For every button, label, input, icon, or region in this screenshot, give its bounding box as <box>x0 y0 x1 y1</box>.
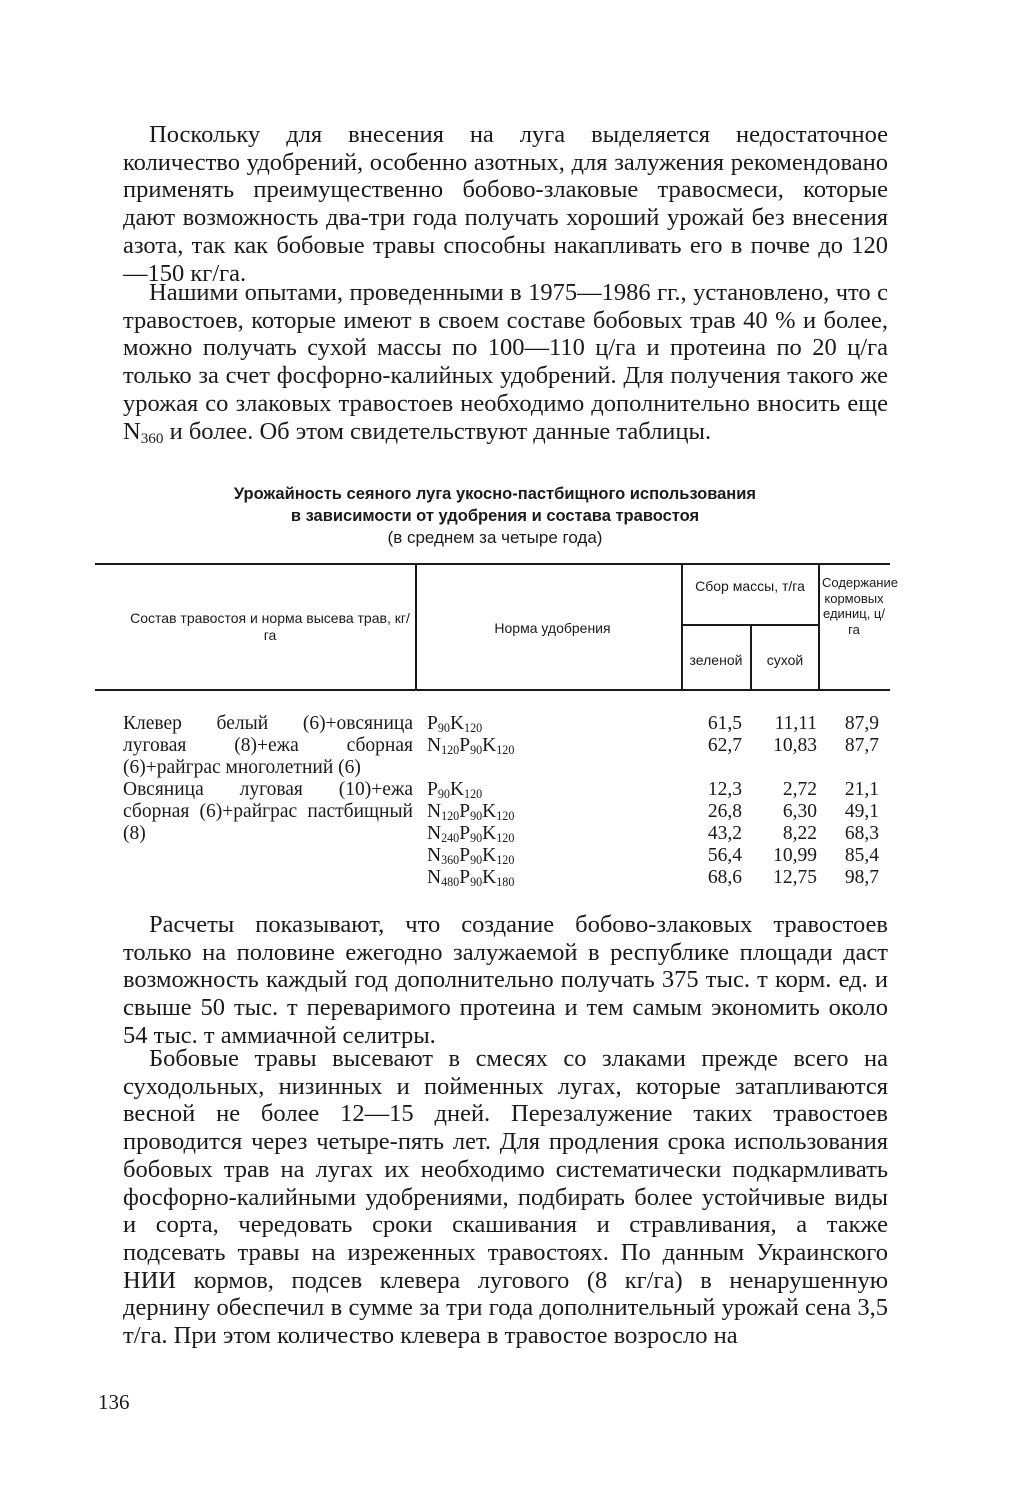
table-row-fertilizer: $N_{480}P_{90}K_{180}$ <box>427 867 515 890</box>
table-divider-2 <box>681 563 683 690</box>
table-divider-1 <box>415 563 417 690</box>
header-fertilizer: Норма удобрения <box>494 620 611 636</box>
table-row-fertilizer: $N_{240}P_{90}K_{120}$ <box>427 823 515 846</box>
table-cell-feed: 98,7 <box>844 867 879 888</box>
table-cell-feed: 49,1 <box>844 801 879 822</box>
table-cell-green: 61,5 <box>707 713 742 734</box>
paragraph-4: Бобовые травы высевают в смесях со злаками прежде всего на суходольных, низинных и пойменных лугах, которые затапливаются весной не более 12—15 дней. Перезалужение таких травостоев проводится через четыре-пять лет. Для продления срока использования бобовых трав на лугах их необходимо систематически подкармливать фосфорно-калийными удобрениями, подбирать более устойчивые виды и сорта, чередовать сроки скашивания и стравливания, а также подсевать травы на изреженных травостоях. По данным Украинского НИИ кормов, подсев клевера лугового (8 кг/га) в ненарушенную дернину обеспечил в сумме за три года дополнительный урожай сена 3,5 т/га. При этом количество клевера в травостое возросло на <box>123 1045 888 1350</box>
table-caption <box>95 483 895 549</box>
paragraph-1: Поскольку для внесения на луга выделяется недостаточное количество удобрений, особенно азотных, для залужения рекомендовано применять преимущественно бобово-злаковые травосмеси, которые дают возможность два-три года получать хороший урожай без внесения азота, так как бобовые травы способны накапливать его в почве до 120—150 кг/га. <box>123 121 888 287</box>
table-cell-green: 62,7 <box>707 735 742 756</box>
table-divider-4 <box>818 563 820 690</box>
table-cell-dry: 10,99 <box>773 845 817 866</box>
table-row-fertilizer: $N_{360}P_{90}K_{120}$ <box>427 845 515 868</box>
header-dry: сухой <box>766 652 804 668</box>
table-cell-feed: 85,4 <box>844 845 879 866</box>
table-cell-dry: 11,11 <box>774 713 817 734</box>
table-caption-line-2: в зависимости от удобрения и состава травостоя <box>290 507 700 525</box>
table-cell-feed: 68,3 <box>844 823 879 844</box>
paragraph-2-subscript: 360 <box>140 429 164 447</box>
table-cell-green: 12,3 <box>707 779 742 800</box>
table-cell-dry: 12,75 <box>773 867 817 888</box>
table-row-fertilizer: $P_{90}K_{120}$ <box>427 779 483 802</box>
header-composition: Состав травостоя и норма высева трав, кг/га <box>130 610 410 643</box>
table-caption-line-1: Урожайность сеяного луга укосно-пастбищного использования <box>233 485 757 503</box>
table-cell-dry: 6,30 <box>782 801 817 822</box>
paragraph-2-text-b: и более. Об этом свидетельствуют данные таблицы. <box>163 417 712 445</box>
table-cell-feed: 87,9 <box>844 713 879 734</box>
table-cell-dry: 10,83 <box>773 735 817 756</box>
table-cell-dry: 2,72 <box>782 779 817 800</box>
group-1-composition: Клевер белый (6)+овсяница луговая (8)+ежа сборная (6)+райграс многолетний (6) <box>123 713 413 778</box>
paragraph-2-text-a: Нашими опытами, проведенными в 1975—1986 гг., установлено, что с травостоев, которые имеют в своем составе бобовых трав 40 % и более, можно получать сухой массы по 100—110 ц/га и протеина по 20 ц/га только за счет фосфорно-калийных удобрений. Для получения такого же урожая со злаковых травостоев необходимо дополнительно вносить еще N <box>123 279 888 445</box>
table-row-fertilizer: $N_{120}P_{90}K_{120}$ <box>427 801 515 824</box>
table-cell-green: 43,2 <box>707 823 742 844</box>
group-2-composition: Овсяница луговая (10)+ежа сборная (6)+райграс пастбищный (8) <box>123 779 413 844</box>
table-cell-green: 68,6 <box>707 867 742 888</box>
table-row-fertilizer: $P_{90}K_{120}$ <box>427 713 483 736</box>
header-yield-group: Сбор массы, т/га <box>695 578 805 594</box>
paragraph-3: Расчеты показывают, что создание бобово-злаковых травостоев только на половине ежегодно залужаемой в республике площади даст возможность каждый год дополнительно получать 375 тыс. т корм. ед. и свыше 50 тыс. т переваримого протеина и тем самым экономить около 54 тыс. т аммиачной селитры. <box>123 911 888 1049</box>
header-green: зеленой <box>689 652 743 668</box>
table-cell-feed: 87,7 <box>844 735 879 756</box>
table-cell-dry: 8,22 <box>782 823 817 844</box>
table-cell-feed: 21,1 <box>844 779 879 800</box>
table-caption-line-3: (в среднем за четыре года) <box>387 528 603 547</box>
header-feed-units: Содержание кормовых единиц, ц/га <box>822 575 898 637</box>
table-row-fertilizer: $N_{120}P_{90}K_{120}$ <box>427 735 515 758</box>
table-cell-green: 26,8 <box>707 801 742 822</box>
table-header-bottom-rule <box>95 689 890 691</box>
page-number: 136 <box>98 1390 130 1414</box>
table-cell-green: 56,4 <box>707 845 742 866</box>
paragraph-2 <box>123 279 888 445</box>
table-top-rule <box>95 563 890 565</box>
